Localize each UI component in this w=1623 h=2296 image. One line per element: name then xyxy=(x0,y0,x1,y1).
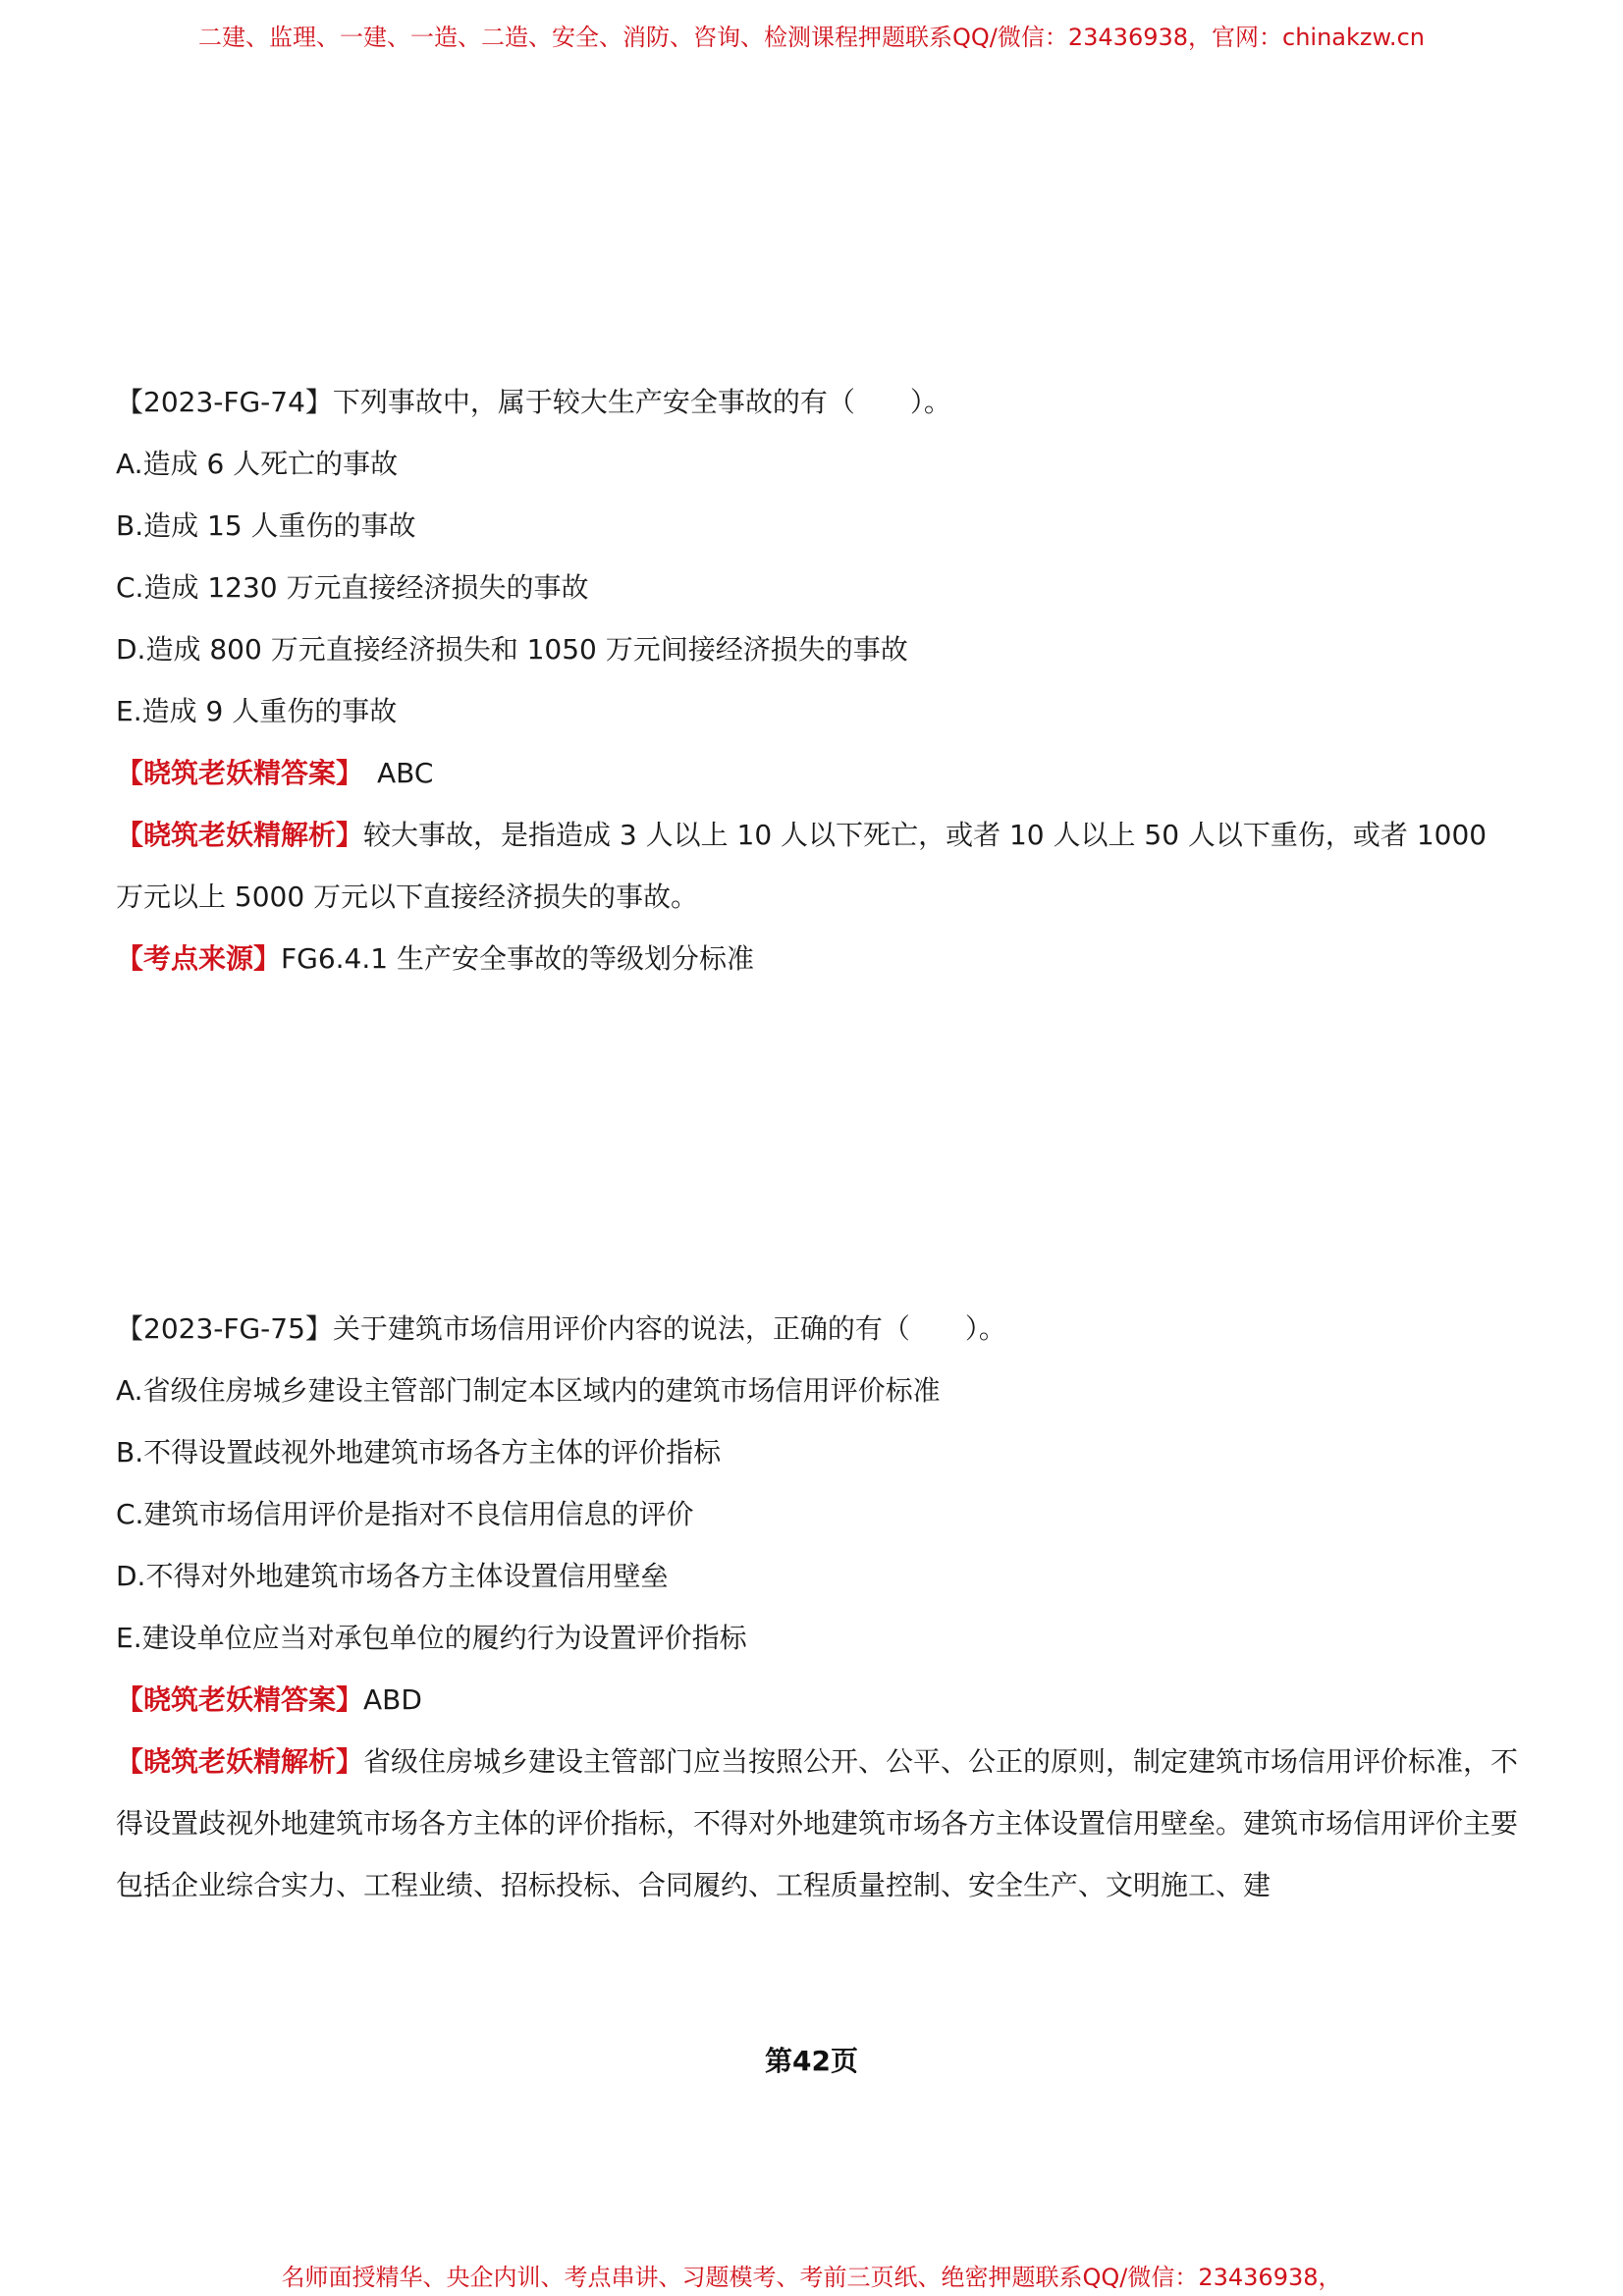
source-text: FG6.4.1 生产安全事故的等级划分标准 xyxy=(281,942,754,975)
answer-row xyxy=(116,1669,1520,1731)
question-block xyxy=(116,1298,1520,1916)
question-block xyxy=(116,371,1520,989)
answer-value: ABD xyxy=(363,1683,422,1716)
page-number: 第42页 xyxy=(765,2045,858,2077)
footer-banner: 名师面授精华、央企内训、考点串讲、习题模考、考前三页纸、绝密押题联系QQ/微信：23436938， xyxy=(281,2264,1342,2291)
source-row xyxy=(116,928,1520,989)
header-banner: 二建、监理、一建、一造、二造、安全、消防、咨询、检测课程押题联系QQ/微信：23436938，官网：chinakzw.cn xyxy=(198,24,1425,51)
answer-tag: 【晓筑老妖精答案】 xyxy=(116,1683,364,1716)
analysis-text: 较大事故，是指造成 3 人以上 10 人以下死亡，或者 10 人以上 50 人以下重伤，或者 1000 万元以上 5000 万元以下直接经济损失的事故。 xyxy=(116,819,1488,913)
analysis-row xyxy=(116,1731,1520,1916)
option-d: D.不得对外地建筑市场各方主体设置信用壁垒 xyxy=(116,1560,669,1592)
option-e: E.建设单位应当对承包单位的履约行为设置评价指标 xyxy=(116,1622,747,1654)
option-c: C.建筑市场信用评价是指对不良信用信息的评价 xyxy=(116,1498,694,1530)
source-tag: 【考点来源】 xyxy=(116,942,282,975)
analysis-row xyxy=(116,804,1520,928)
answer-tag: 【晓筑老妖精答案】 xyxy=(116,757,364,789)
answer-row xyxy=(116,742,1520,804)
option-c: C.造成 1230 万元直接经济损失的事故 xyxy=(116,571,589,604)
answer-value: ABC xyxy=(377,757,434,789)
analysis-tag: 【晓筑老妖精解析】 xyxy=(116,819,364,851)
analysis-tag: 【晓筑老妖精解析】 xyxy=(116,1745,364,1778)
option-b: B.不得设置歧视外地建筑市场各方主体的评价指标 xyxy=(116,1436,722,1468)
option-b: B.造成 15 人重伤的事故 xyxy=(116,509,416,542)
option-d: D.造成 800 万元直接经济损失和 1050 万元间接经济损失的事故 xyxy=(116,633,908,666)
option-a: A.省级住房城乡建设主管部门制定本区域内的建筑市场信用评价标准 xyxy=(116,1374,941,1407)
option-a: A.造成 6 人死亡的事故 xyxy=(116,448,399,480)
question-stem: 【2023-FG-74】下列事故中，属于较大生产安全事故的有（ ）。 xyxy=(116,386,951,418)
question-stem: 【2023-FG-75】关于建筑市场信用评价内容的说法，正确的有（ ）。 xyxy=(116,1312,1006,1345)
option-e: E.造成 9 人重伤的事故 xyxy=(116,695,398,727)
analysis-text: 省级住房城乡建设主管部门应当按照公开、公平、公正的原则，制定建筑市场信用评价标准，不得设置歧视外地建筑市场各方主体的评价指标，不得对外地建筑市场各方主体设置信用壁垒。建筑市场信用评价主要包括企业综合实力、工程业绩、招标投标、合同履约、工程质量控制、安全生产、文明施工、建 xyxy=(116,1745,1519,1901)
